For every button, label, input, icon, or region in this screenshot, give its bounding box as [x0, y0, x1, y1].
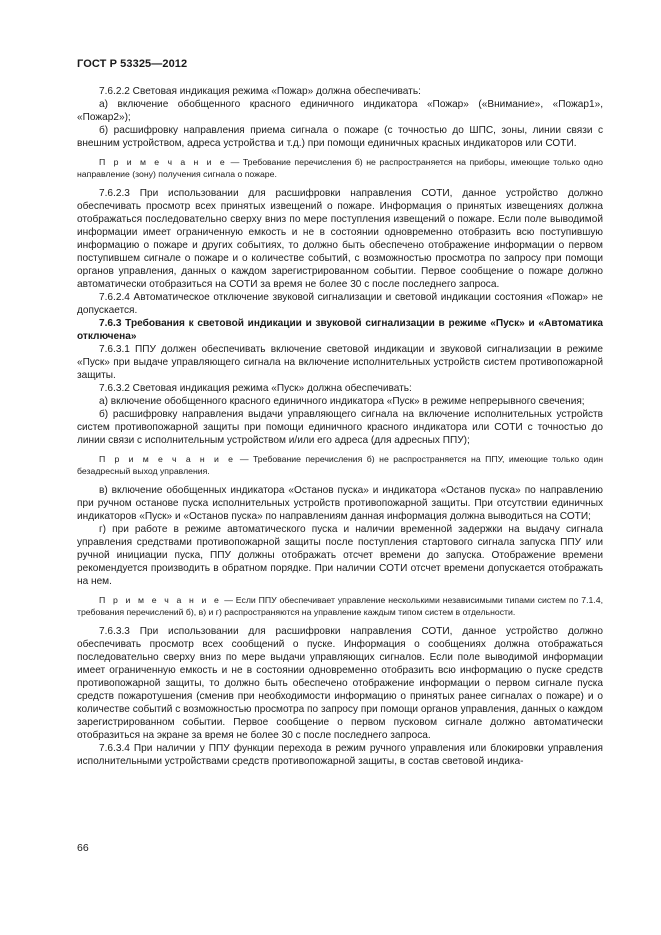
- note: [77, 453, 603, 477]
- list-item-a: а) включение обобщенного красного единичного индикатора «Пожар» («Внимание», «Пожар1», «Пожар2»);: [77, 99, 603, 123]
- note-text: — Требование перечисления б) не распространяется на приборы, имеющие только одно направление (зону) получения сигнала о пожаре.: [77, 157, 603, 179]
- list-item-b: б) расшифровку направления приема сигнала о пожаре (с точностью до ШПС, зоны, линии связи с внешним устройством, адреса устройства и т.д.) при помощи единичных красных индикаторов или СОТИ.: [77, 125, 603, 149]
- paragraph-7-6-2-3: 7.6.2.3 При использовании для расшифровки направления СОТИ, данное устройство должно обеспечивать просмотр всех принятых извещений о пожаре. Информация о принятых извещениях должна отображаться последовательно сверху вниз по мере поступления извещений о пожаре. Если поле выводимой информации имеет ограниченную емкость и не в состоянии одновременно отобразить всю поступившую информацию о пожаре и других событиях, то должно быть обеспечено отображение информации о первом поступившем сигнале о пожаре и о количестве событий, с возможностью просмотра по запросу при помощи органов управления, данных о каждом зарегистрированном событии. Первое сообщение о пожаре должно автоматически отобразиться на СОТИ за время не более 30 с после последнего запроса.: [77, 188, 603, 290]
- paragraph-7-6-3-3: 7.6.3.3 При использовании для расшифровки направления СОТИ, данное устройство должно обеспечивать просмотр всех сообщений о пуске. Информация о сообщениях должна отображаться последовательно сверху вниз по мере выдачи управляющих сигналов. Если поле выводимой информации имеет ограниченную емкость и не в состоянии одновременно отобразить всю информацию о пуске средств противопожарной защиты, то должно быть обеспечено отображение информации о первом сигнале пуска средств пожаротушения (сменив при необходимости информацию о принятых ранее сигналах о пожаре) и о количестве событий с возможностью просмотра по запросу при помощи органов управления, данных о каждом зарегистрированном событии. Первое сообщение о первом пусковом сигнале должно автоматически отобразиться на экране за время не более 30 с после последнего запроса.: [77, 626, 603, 741]
- note: [77, 156, 603, 180]
- paragraph-7-6-2-2: 7.6.2.2 Световая индикация режима «Пожар» должна обеспечивать:: [99, 86, 421, 97]
- note: [77, 594, 603, 618]
- document-body: [77, 85, 603, 768]
- list-item-b: б) расшифровку направления выдачи управляющего сигнала на включение исполнительных устройств систем противопожарной защиты при помощи единичного красного индикатора или СОТИ с точностью до линии связи с исполнительным устройством и/или его адреса (для адресных ППУ);: [77, 409, 603, 446]
- list-item-g: г) при работе в режиме автоматического пуска и наличии временной задержки на выдачу сигнала управления средствами противопожарной защиты после поступления стартового сигнала запуска ППУ или ручной инициации пуска, ППУ должны отображать отсчет времени до запуска. Отображение времени рекомендуется производить в обратном порядке. При наличии СОТИ отсчет времени допускается отображать на нем.: [77, 524, 603, 587]
- note-label: П р и м е ч а н и е: [99, 595, 222, 605]
- note-text: — Требование перечисления б) не распространяется на ППУ, имеющие только один безадресный выход управления.: [77, 454, 603, 476]
- paragraph-7-6-3-4: 7.6.3.4 При наличии у ППУ функции перехода в режим ручного управления или блокировки управления исполнительными устройствами средств противопожарной защиты, в состав световой индика-: [77, 743, 603, 767]
- note-label: П р и м е ч а н и е: [99, 157, 228, 167]
- page-number: 66: [77, 842, 89, 854]
- list-item-v: в) включение обобщенных индикатора «Останов пуска» и индикатора «Останов пуска» по направлению при ручном останове пуска исполнительных устройств противопожарной защиты. При отсутствии единичных индикаторов «Пуск» и «Останов пуска» по направлениям данная информация должна выводиться на СОТИ;: [77, 485, 603, 522]
- list-item-a: а) включение обобщенного красного единичного индикатора «Пуск» в режиме непрерывного свечения;: [99, 396, 585, 407]
- paragraph-7-6-3-1: 7.6.3.1 ППУ должен обеспечивать включение световой индикации и звуковой сигнализации в режиме «Пуск» при выдаче управляющего сигнала на включение исполнительных устройств систем противопожарной защиты.: [77, 344, 603, 381]
- note-text: — Если ППУ обеспечивает управление несколькими независимыми типами систем по 7.1.4, требования перечислений б), в) и г) распространяются на управление каждым типом систем в отдельности.: [77, 595, 603, 617]
- document-header: ГОСТ Р 53325—2012: [77, 58, 188, 70]
- note-label: П р и м е ч а н и е: [99, 454, 236, 464]
- section-heading-7-6-3: 7.6.3 Требования к световой индикации и звуковой сигнализации в режиме «Пуск» и «Автоматика отключена»: [77, 318, 603, 342]
- paragraph-7-6-2-4: 7.6.2.4 Автоматическое отключение звуковой сигнализации и световой индикации состояния «Пожар» не допускается.: [77, 292, 603, 316]
- paragraph-7-6-3-2: 7.6.3.2 Световая индикация режима «Пуск» должна обеспечивать:: [99, 383, 412, 394]
